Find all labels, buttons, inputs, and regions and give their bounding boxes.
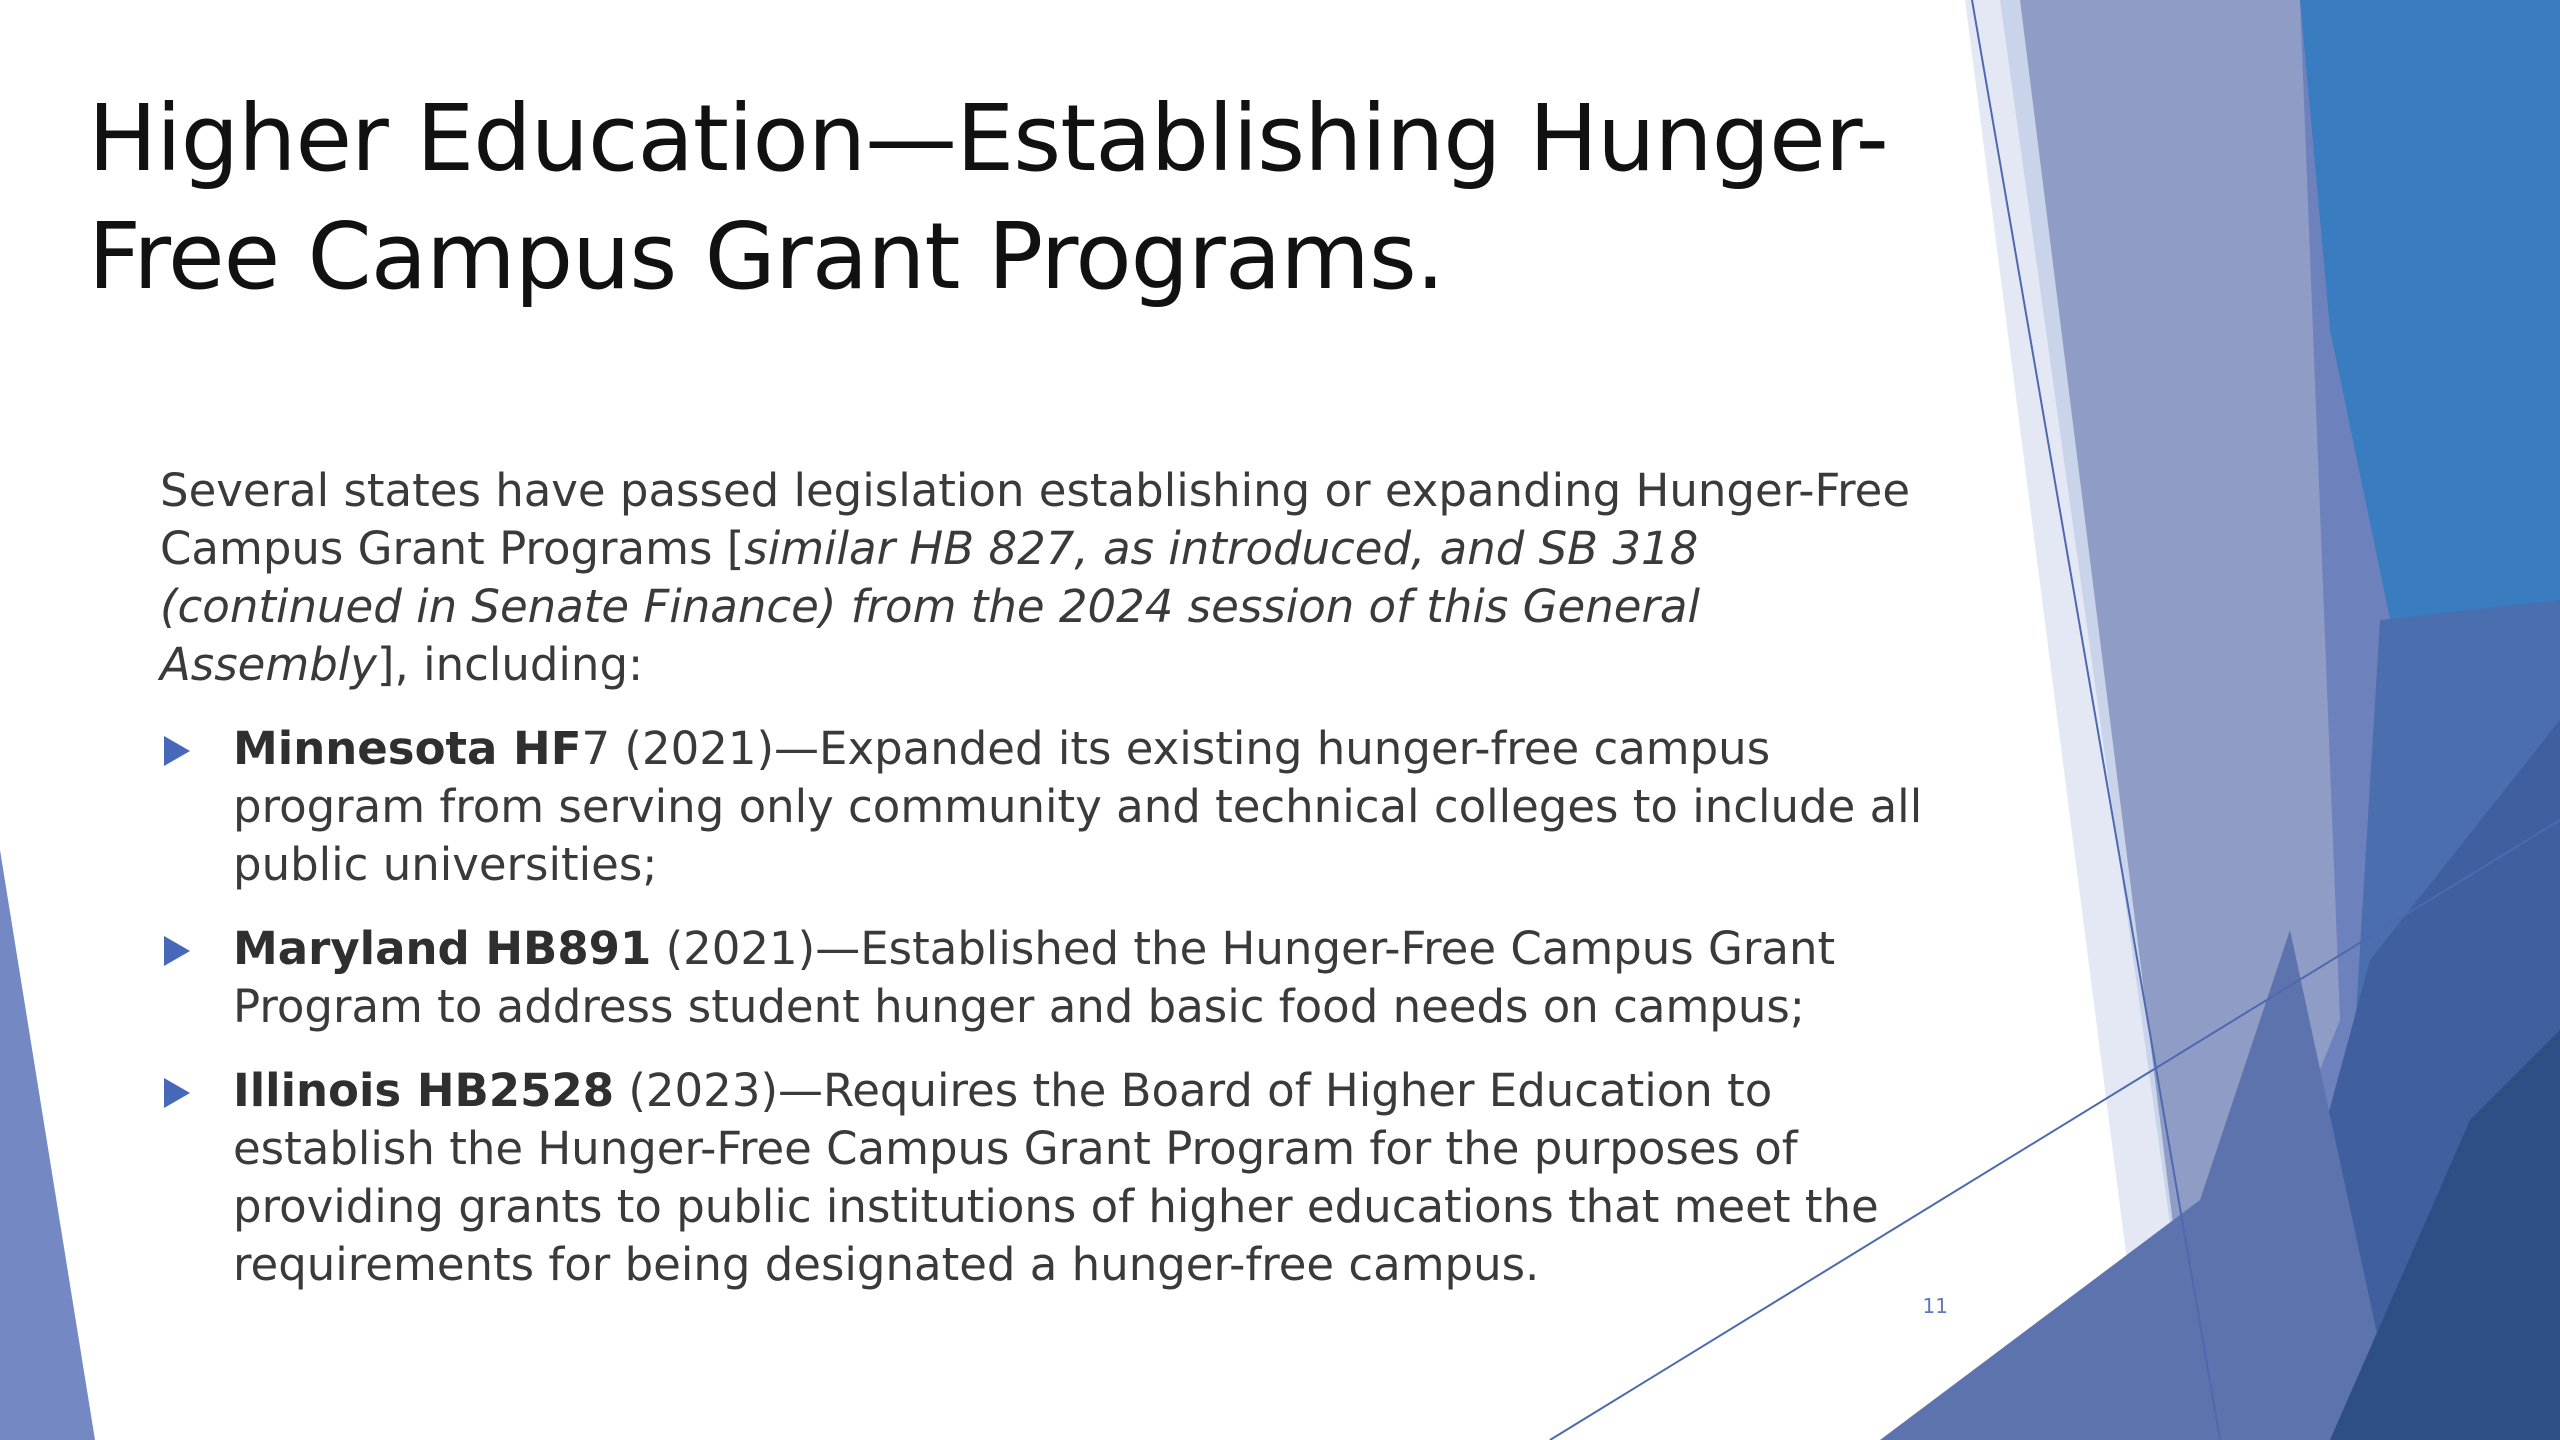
- intro-text-suffix: ], including:: [376, 638, 644, 691]
- left-edge-triangle: [0, 850, 95, 1440]
- bullet-item-minnesota: [160, 720, 1950, 894]
- intro-paragraph: [160, 462, 1950, 694]
- intro-text-prefix: Several states have passed legislation establishing or expanding Hunger-Free Campus Grant Programs [: [160, 464, 1911, 575]
- intro-text-italic: similar HB 827, as introduced, and SB 318 (continued in Senate Finance) from the 2024 session of this General Assembly: [160, 522, 1700, 691]
- slide-body: [160, 462, 1950, 1320]
- bullet-label: Maryland HB891: [233, 922, 652, 975]
- bullet-text: 7 (2021)—Expanded its existing hunger-free campus program from serving only community and technical colleges to include all public universities;: [233, 722, 1923, 891]
- slide-page-number: 11: [1922, 1294, 1948, 1318]
- bullet-label: Illinois HB2528: [233, 1064, 615, 1117]
- bullet-item-maryland: [160, 920, 1950, 1036]
- bullet-list: [160, 720, 1950, 1294]
- bullet-triangle-icon: [164, 1078, 190, 1108]
- bullet-item-illinois: [160, 1062, 1950, 1294]
- bullet-triangle-icon: [164, 936, 190, 966]
- bullet-text: (2023)—Requires the Board of Higher Education to establish the Hunger-Free Campus Grant Program for the purposes of providing grants to public institutions of higher educations that meet the requirements for being designated a hunger-free campus.: [233, 1064, 1879, 1291]
- bullet-text: (2021)—Established the Hunger-Free Campus Grant Program to address student hunger and basic food needs on campus;: [233, 922, 1836, 1033]
- bullet-triangle-icon: [164, 736, 190, 766]
- bullet-label: Minnesota HF: [233, 722, 582, 775]
- slide-title: Higher Education—Establishing Hunger-Free Campus Grant Programs.: [88, 85, 1888, 310]
